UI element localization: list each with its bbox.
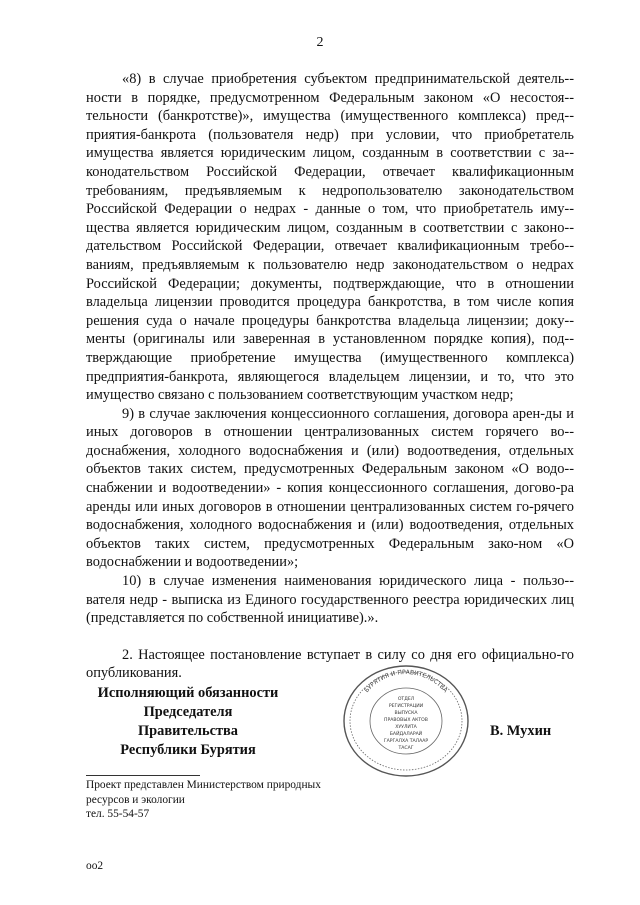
footnote-line: Проект представлен Министерством природных bbox=[86, 779, 321, 791]
signatory-position-line: Исполняющий обязанности bbox=[97, 685, 279, 701]
signatory-position-line: Республики Бурятия bbox=[120, 742, 256, 758]
signatory-name: В. Мухин bbox=[490, 723, 552, 739]
stamp-line: ПРАВОВЫХ АКТОВ bbox=[384, 718, 428, 723]
paragraph-item-9: 9) в случае заключения концессионного соглашения, договора арен-ды и иных договоров в отношении централизованных систем горячего во-доснабжения, холодного водоснабжения и (или) водоотведения, отдельных объектов таких систем, предусмотренных Федеральным законом «О водо-снабжении и водоотведении» - копия концессионного соглашения, догово-ра аренды или иных договоров в отношении централизованных систем го-рячего водоснабжения, холодного водоснабжения и (или) водоотведения, отдельных объектов таких систем, предусмотренных Федеральным зако-ном «О водоснабжении и водоотведении»; bbox=[86, 405, 574, 571]
document-code: оо2 bbox=[86, 860, 104, 872]
paragraph-effective-date: 2. Настоящее постановление вступает в силу со дня его официально-го опубликования. bbox=[86, 646, 574, 682]
stamp-arc-text: БУРЯТИЯ И ПРАВИТЕЛЬСТВА bbox=[363, 668, 449, 695]
official-stamp bbox=[340, 662, 472, 780]
stamp-line: ГАРГАЛХА ТАЛААР bbox=[383, 739, 429, 744]
footnote bbox=[86, 778, 406, 822]
footnote-divider bbox=[86, 775, 200, 776]
paragraph-item-10: 10) в случае изменения наименования юридического лица - пользо-вателя недр - выписка из Единого государственного реестра юридических лиц (представляется по собственной инициативе).». bbox=[86, 573, 574, 627]
stamp-line: ХУУЛИТА bbox=[395, 725, 417, 730]
stamp-line: ВЫПУСКА bbox=[394, 711, 418, 716]
signatory-position-line: Председателя Правительства bbox=[137, 704, 239, 739]
stamp-line: БАЙДАЛАРАЙ bbox=[389, 732, 423, 737]
footnote-line: ресурсов и экологии bbox=[86, 793, 185, 806]
signatory-position bbox=[92, 684, 284, 760]
paragraph-item-8: «8) в случае приобретения субъектом предпринимательской деятель-ности в порядке, предусмотренном Федеральным законом «О несостоя-тельности (банкротстве)», имущества (имущественного комплекса) пред-приятия-банкрота (пользователя недр) при условии, что приобретатель имущества является юридическим лицом, созданным в соответствии с за-конодательством Российской Федерации, отвечает квалификационным требованиям, предъявляемым к недропользователю законодательством Российской Федерации о недрах - данные о том, что приобретатель иму-щества является юридическим лицом, созданным в соответствии с законо-дательством Российской Федерации, отвечает квалификационным требо-ваниям, предъявляемым к пользователю недр законодательством о недрах Российской Федерации; документы, подтверждающие, что в отношении владельца лицензии проводится процедура банкротства, в том числе копия решения суда о начале процедуры банкротства владельца лицензии; доку-менты (оригиналы или заверенная в установленном порядке копия), под-тверждающие приобретение имущества (имущественного комплекса) предприятия-банкрота, являющегося владельцем лицензии, и то, что это имущество связано с пользованием соответствующим участком недр; bbox=[86, 71, 574, 404]
document-body bbox=[86, 70, 574, 683]
stamp-line: ОТДЕЛ bbox=[397, 697, 415, 702]
footnote-line: тел. 55-54-57 bbox=[86, 808, 150, 821]
stamp-line: ТАСАГ bbox=[398, 746, 414, 751]
stamp-line: РЕГИСТРАЦИИ bbox=[388, 704, 424, 709]
page-number: 2 bbox=[316, 35, 324, 50]
